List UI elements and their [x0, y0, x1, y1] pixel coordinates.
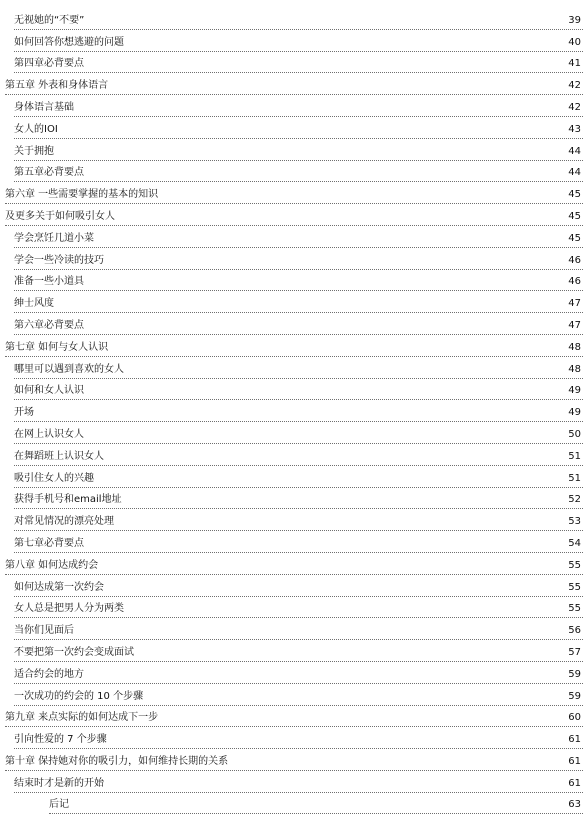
toc-entry-page: 46 [568, 276, 581, 288]
toc-entry-title: 第六章必背要点 [14, 319, 84, 331]
toc-entry[interactable] [14, 248, 583, 270]
toc-chapter-page: 55 [568, 559, 581, 571]
toc-chapter-title: 及更多关于如何吸引女人 [5, 210, 115, 222]
toc-entry-title: 绅士风度 [14, 298, 54, 310]
toc-entry-title: 对常见情况的漂亮处理 [14, 516, 114, 528]
toc-entry-title: 一次成功的约会的 10 个步骤 [14, 690, 144, 702]
toc-entry-page: 52 [568, 494, 581, 506]
toc-entry-page: 55 [568, 581, 581, 593]
toc-entry-page: 47 [568, 298, 581, 310]
toc-chapter-page: 45 [568, 189, 581, 201]
toc-entry[interactable] [14, 618, 583, 640]
toc-entry-page: 59 [568, 690, 581, 702]
toc-entry-title: 第七章必背要点 [14, 537, 84, 549]
toc-entry[interactable] [14, 531, 583, 553]
toc-chapter-page: 48 [568, 341, 581, 353]
toc-entry-page: 46 [568, 254, 581, 266]
toc-chapter-title: 第五章 外表和身体语言 [5, 80, 109, 92]
toc-entry-title: 在舞蹈班上认识女人 [14, 450, 104, 462]
toc-entry-page: 41 [568, 58, 581, 70]
toc-entry-title: 准备一些小道具 [14, 276, 84, 288]
toc-entry[interactable] [14, 597, 583, 619]
toc-entry-page: 42 [568, 101, 581, 113]
toc-entry[interactable] [14, 313, 583, 335]
toc-entry-page: 57 [568, 646, 581, 658]
toc-entry-page: 51 [568, 450, 581, 462]
toc-entry-page: 47 [568, 319, 581, 331]
toc-entry-title: 在网上认识女人 [14, 428, 84, 440]
toc-entry[interactable] [14, 640, 583, 662]
toc-entry-title: 如何和女人认识 [14, 385, 84, 397]
toc-entry-title: 获得手机号和email地址 [14, 494, 122, 506]
toc-entry[interactable] [14, 30, 583, 52]
toc-entry[interactable] [14, 8, 583, 30]
toc-chapter-page: 60 [568, 712, 581, 724]
toc-entry[interactable] [14, 52, 583, 74]
toc-entry-title: 适合约会的地方 [14, 668, 84, 680]
toc-entry-page: 49 [568, 407, 581, 419]
toc-chapter-page: 61 [568, 755, 581, 767]
toc-entry-title: 不要把第一次约会变成面试 [14, 646, 134, 658]
toc-entry[interactable] [14, 357, 583, 379]
toc-entry[interactable] [14, 575, 583, 597]
toc-entry-page: 51 [568, 472, 581, 484]
toc-entry[interactable] [14, 291, 583, 313]
toc-entry-page: 59 [568, 668, 581, 680]
toc-entry-page: 54 [568, 537, 581, 549]
toc-entry-title: 女人的IOI [14, 123, 58, 135]
toc-entry-page: 61 [568, 734, 581, 746]
toc-chapter-title: 第九章 来点实际的如何达成下一步 [5, 712, 159, 724]
toc-entry-page: 61 [568, 777, 581, 789]
toc-entry-page: 44 [568, 167, 581, 179]
toc-entry[interactable] [14, 400, 583, 422]
toc-entry[interactable] [49, 793, 583, 814]
toc-entry-title: 吸引住女人的兴趣 [14, 472, 94, 484]
toc-entry-title: 如何回答你想逃避的问题 [14, 36, 124, 48]
toc-entry-title: 哪里可以遇到喜欢的女人 [14, 363, 124, 375]
toc-entry-title: 引向性爱的 7 个步骤 [14, 734, 107, 746]
toc-entry[interactable] [14, 379, 583, 401]
toc-entry-page: 55 [568, 603, 581, 615]
toc-entry-page: 45 [568, 232, 581, 244]
toc-entry-page: 49 [568, 385, 581, 397]
toc-entry-page: 50 [568, 428, 581, 440]
toc-chapter[interactable] [5, 749, 583, 771]
toc-entry-page: 56 [568, 625, 581, 637]
toc-chapter-title: 第十章 保持她对你的吸引力，如何维持长期的关系 [5, 755, 229, 767]
toc-entry[interactable] [14, 488, 583, 510]
toc-chapter[interactable] [5, 706, 583, 728]
toc-entry[interactable] [14, 139, 583, 161]
toc-entry-title: 女人总是把男人分为两类 [14, 603, 124, 615]
toc-chapter-title: 第七章 如何与女人认识 [5, 341, 109, 353]
toc-entry-page: 40 [568, 36, 581, 48]
toc-chapter-page: 45 [568, 210, 581, 222]
toc-entry[interactable] [14, 509, 583, 531]
table-of-contents [0, 8, 587, 814]
toc-entry[interactable] [14, 684, 583, 706]
toc-entry-page: 53 [568, 516, 581, 528]
toc-entry[interactable] [14, 161, 583, 183]
toc-entry[interactable] [14, 466, 583, 488]
toc-entry-page: 48 [568, 363, 581, 375]
toc-entry-title: 开场 [14, 407, 34, 419]
toc-chapter-title: 第六章 一些需要掌握的基本的知识 [5, 189, 159, 201]
toc-entry-title: 结束时才是新的开始 [14, 777, 104, 789]
toc-entry-title: 第五章必背要点 [14, 167, 84, 179]
toc-entry[interactable] [14, 270, 583, 292]
toc-entry-page: 39 [568, 14, 581, 26]
toc-entry-title: 关于拥抱 [14, 145, 54, 157]
toc-entry-title: 无视她的“不要” [14, 14, 85, 26]
toc-chapter-page: 42 [568, 80, 581, 92]
toc-entry[interactable] [14, 422, 583, 444]
toc-entry-title: 学会一些冷读的技巧 [14, 254, 104, 266]
toc-chapter[interactable] [5, 335, 583, 357]
toc-entry-page: 63 [568, 799, 581, 811]
toc-chapter[interactable] [5, 553, 583, 575]
toc-entry-page: 43 [568, 123, 581, 135]
toc-entry[interactable] [14, 662, 583, 684]
toc-chapter[interactable] [5, 182, 583, 204]
toc-entry-title: 当你们见面后 [14, 625, 74, 637]
toc-entry-title: 后记 [49, 799, 69, 811]
toc-entry[interactable] [14, 771, 583, 793]
toc-chapter-title: 第八章 如何达成约会 [5, 559, 99, 571]
toc-entry[interactable] [14, 117, 583, 139]
toc-entry-title: 学会烹饪几道小菜 [14, 232, 94, 244]
toc-entry-page: 44 [568, 145, 581, 157]
toc-entry-title: 如何达成第一次约会 [14, 581, 104, 593]
toc-entry[interactable] [14, 727, 583, 749]
toc-chapter[interactable] [5, 73, 583, 95]
toc-entry-title: 第四章必背要点 [14, 58, 84, 70]
toc-chapter[interactable] [5, 204, 583, 226]
toc-entry[interactable] [14, 226, 583, 248]
toc-entry[interactable] [14, 95, 583, 117]
toc-entry-title: 身体语言基础 [14, 101, 74, 113]
toc-entry[interactable] [14, 444, 583, 466]
